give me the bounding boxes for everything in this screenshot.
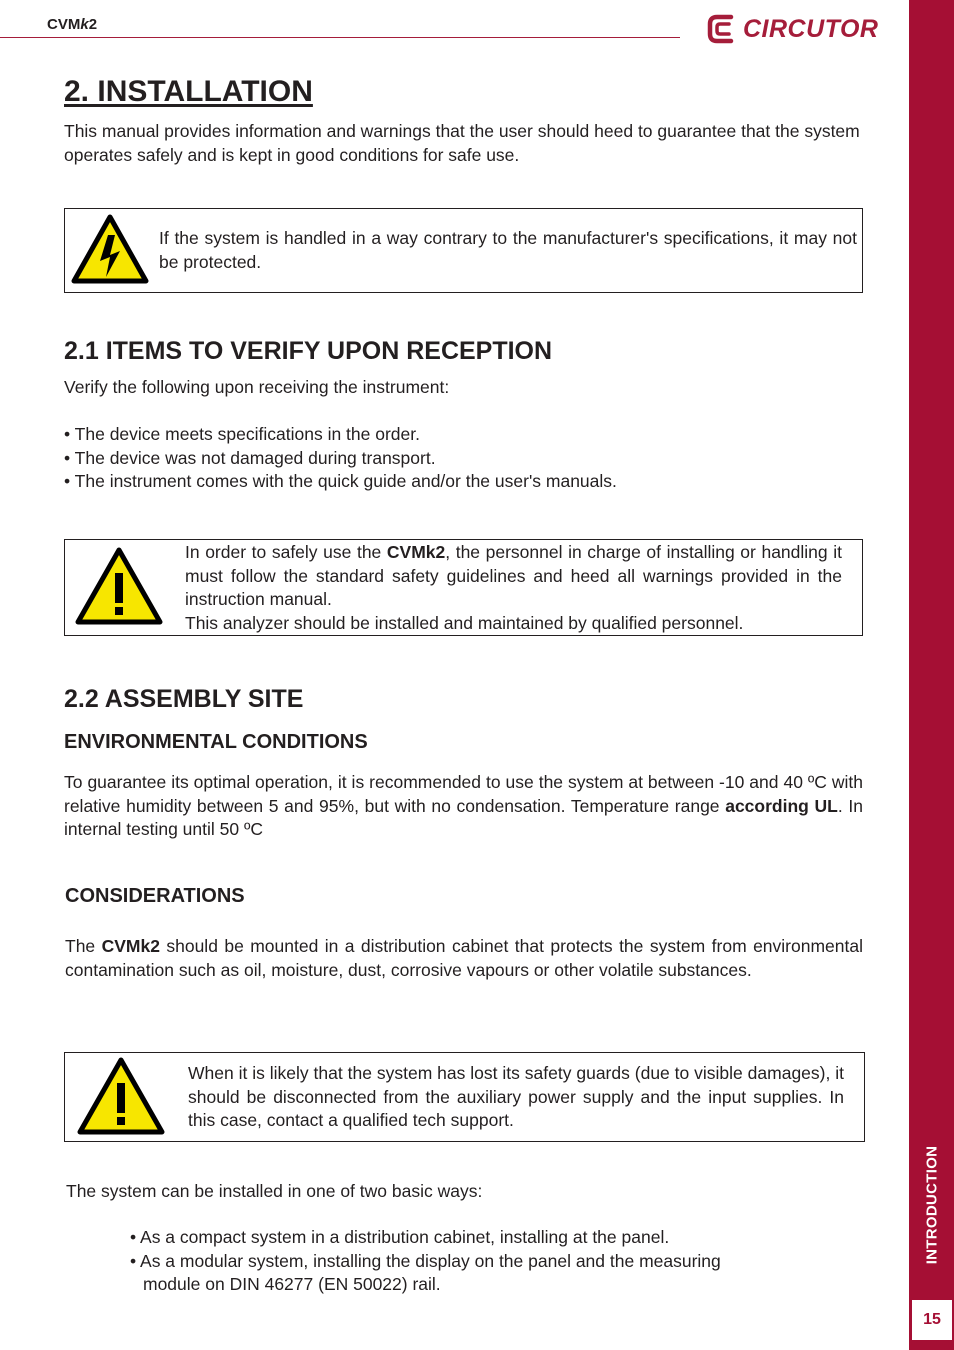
electrical-warning-box bbox=[64, 208, 863, 293]
safety-warning-text bbox=[185, 541, 842, 635]
section-2-1-lead: Verify the following upon receiving the instrument: bbox=[64, 377, 450, 397]
electrical-warning-text: If the system is handled in a way contrary to the manufacturer's specifications, it may not be protected. bbox=[159, 228, 857, 272]
guards-warning-box bbox=[64, 1052, 865, 1142]
considerations-heading: CONSIDERATIONS bbox=[65, 885, 245, 907]
caution-icon bbox=[75, 1055, 167, 1137]
brand-logo bbox=[707, 12, 878, 46]
cons-text-prefix: The bbox=[65, 936, 102, 956]
environmental-conditions-heading: ENVIRONMENTAL CONDITIONS bbox=[64, 731, 368, 753]
section-2-1-heading: 2.1 ITEMS TO VERIFY UPON RECEPTION bbox=[64, 337, 553, 365]
intro-paragraph: This manual provides information and warnings that the user should heed to guarantee that the system operates safely and is kept in good conditions for safe use. bbox=[64, 121, 860, 165]
list-item: • The device was not damaged during transport. bbox=[64, 447, 436, 468]
document-name bbox=[47, 16, 97, 33]
list-item: module on DIN 46277 (EN 50022) rail. bbox=[143, 1274, 441, 1294]
reception-checklist bbox=[64, 423, 844, 494]
list-item: • As a modular system, installing the display on the panel and the measuring bbox=[130, 1250, 721, 1271]
env-text-part2: . In internal testing until 50 ºC bbox=[64, 795, 863, 839]
safety-warning-box bbox=[64, 539, 863, 636]
section-2-2-heading: 2.2 ASSEMBLY SITE bbox=[64, 685, 304, 713]
list-item: • As a compact system in a distribution cabinet, installing at the panel. bbox=[130, 1227, 670, 1247]
doc-name-prefix: CVM bbox=[47, 16, 81, 33]
product-name: CVMk2 bbox=[386, 542, 446, 562]
considerations-text bbox=[65, 935, 863, 982]
install-options-list bbox=[130, 1226, 850, 1297]
install-lead: The system can be installed in one of two basic ways: bbox=[66, 1181, 483, 1201]
safety-warning-prefix: In order to safely use the bbox=[185, 542, 387, 562]
caution-icon bbox=[73, 545, 165, 627]
page-number: 15 bbox=[912, 1300, 952, 1340]
header-rule bbox=[0, 37, 680, 38]
section-tab bbox=[909, 1130, 954, 1280]
list-item: • The instrument comes with the quick guide and/or the user's manuals. bbox=[64, 471, 617, 491]
product-name: CVMk2 bbox=[101, 936, 160, 956]
section-tab-label: INTRODUCTION bbox=[923, 1145, 940, 1265]
safety-warning-suffix: , the personnel in charge of installing or handling it must follow the standard safety guidelines and heed all warnings provided in the instruction manual. bbox=[185, 542, 842, 609]
page-title: 2. INSTALLATION bbox=[64, 75, 313, 108]
env-text-bold: according UL bbox=[725, 795, 838, 816]
list-item: • The device meets specifications in the order. bbox=[64, 424, 420, 444]
electric-hazard-icon bbox=[70, 213, 150, 285]
brand-name: CIRCUTOR bbox=[743, 14, 879, 43]
cons-text-suffix: should be mounted in a distribution cabinet that protects the system from environmental contamination such as oil, moisture, dust, corrosive vapours or other volatile substances. bbox=[65, 936, 863, 980]
env-text-part1: To guarantee its optimal operation, it is recommended to use the system at between -10 and 40 ºC with relative humidity between 5 and 95%, but with no condensation. Temperature range bbox=[64, 772, 863, 816]
environmental-conditions-text bbox=[64, 771, 863, 842]
guards-warning-text: When it is likely that the system has lost its safety guards (due to visible damages), it should be disconnected from the auxiliary power supply and the input supplies. In this case, contact a qualified tech support. bbox=[188, 1063, 844, 1130]
safety-warning-line2: This analyzer should be installed and maintained by qualified personnel. bbox=[185, 612, 744, 633]
doc-name-suffix: 2 bbox=[88, 16, 98, 33]
brand-logo-icon bbox=[707, 13, 737, 45]
doc-name-italic: k bbox=[80, 16, 89, 33]
